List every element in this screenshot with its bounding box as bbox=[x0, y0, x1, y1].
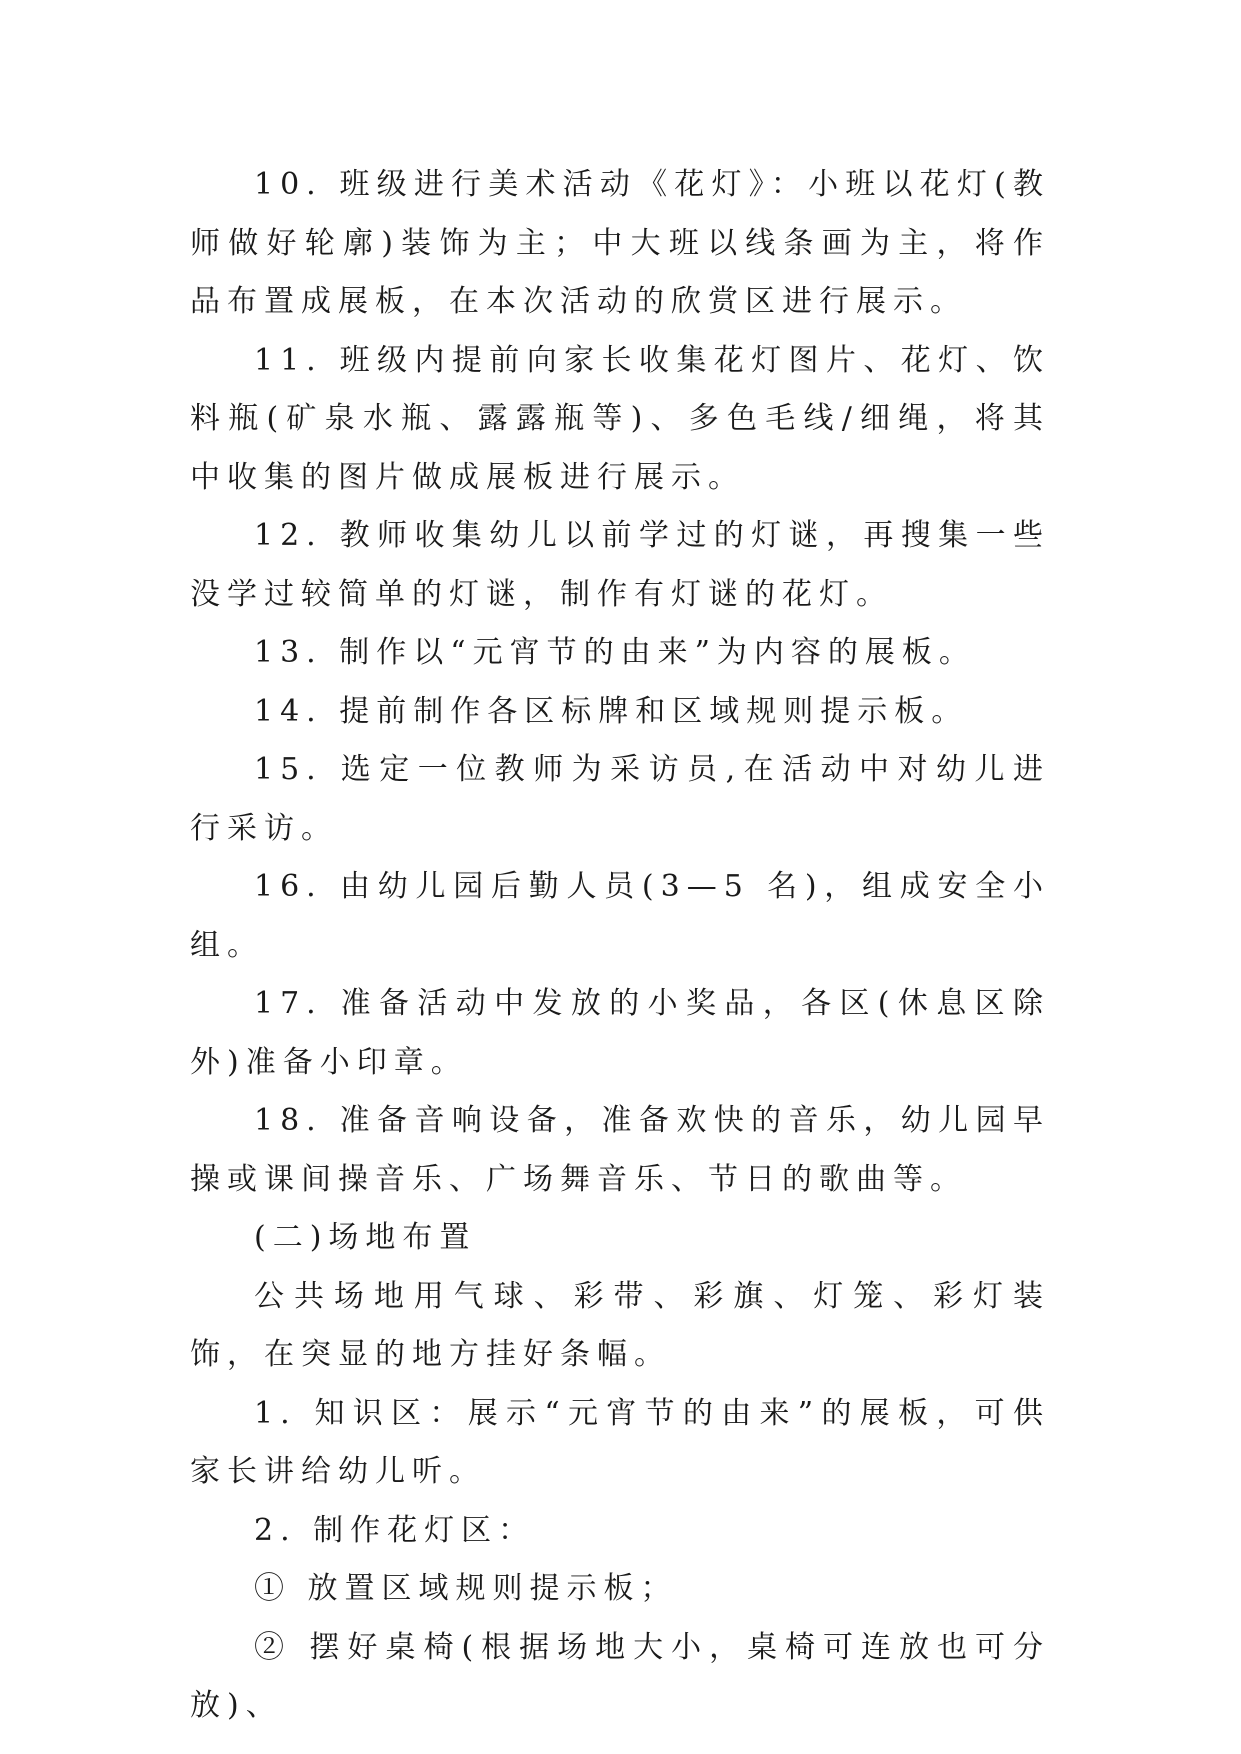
paragraph-item-18: 18. 准备音响设备，准备欢快的音乐，幼儿园早操或课间操音乐、广场舞音乐、节日的歌曲等。 bbox=[190, 1103, 1050, 1197]
paragraph-sub-item-2: ② 摆好桌椅(根据场地大小，桌椅可连放也可分放)、 bbox=[190, 1629, 1050, 1723]
paragraph-item-15: 15. 选定一位教师为采访员,在活动中对幼儿进行采访。 bbox=[190, 752, 1050, 846]
paragraph-item-17: 17. 准备活动中发放的小奖品，各区(休息区除外)准备小印章。 bbox=[190, 986, 1050, 1080]
document-body bbox=[190, 156, 1050, 1736]
paragraph-item-14: 14. 提前制作各区标牌和区域规则提示板。 bbox=[254, 693, 969, 729]
paragraph-sub-item-1: ① 放置区域规则提示板； bbox=[254, 1571, 678, 1606]
paragraph-public-venue: 公共场地用气球、彩带、彩旗、灯笼、彩灯装饰，在突显的地方挂好条幅。 bbox=[190, 1278, 1050, 1372]
paragraph-knowledge-area: 1. 知识区：展示“元宵节的由来”的展板，可供家长讲给幼儿听。 bbox=[190, 1395, 1050, 1489]
paragraph-item-16: 16. 由幼儿园后勤人员(3—5 名)，组成安全小组。 bbox=[190, 869, 1050, 963]
paragraph-item-12: 12. 教师收集幼儿以前学过的灯谜，再搜集一些没学过较简单的灯谜，制作有灯谜的花灯。 bbox=[190, 518, 1050, 612]
paragraph-item-13: 13. 制作以“元宵节的由来”为内容的展板。 bbox=[254, 635, 976, 670]
paragraph-item-10: 10. 班级进行美术活动《花灯》：小班以花灯(教师做好轮廓)装饰为主；中大班以线条画为主，将作品布置成展板，在本次活动的欣赏区进行展示。 bbox=[190, 167, 1050, 319]
section-heading-venue: (二)场地布置 bbox=[254, 1220, 477, 1255]
paragraph-item-11: 11. 班级内提前向家长收集花灯图片、花灯、饮料瓶(矿泉水瓶、露露瓶等)、多色毛线/细绳，将其中收集的图片做成展板进行展示。 bbox=[190, 342, 1050, 495]
paragraph-lantern-area: 2. 制作花灯区： bbox=[254, 1512, 536, 1548]
